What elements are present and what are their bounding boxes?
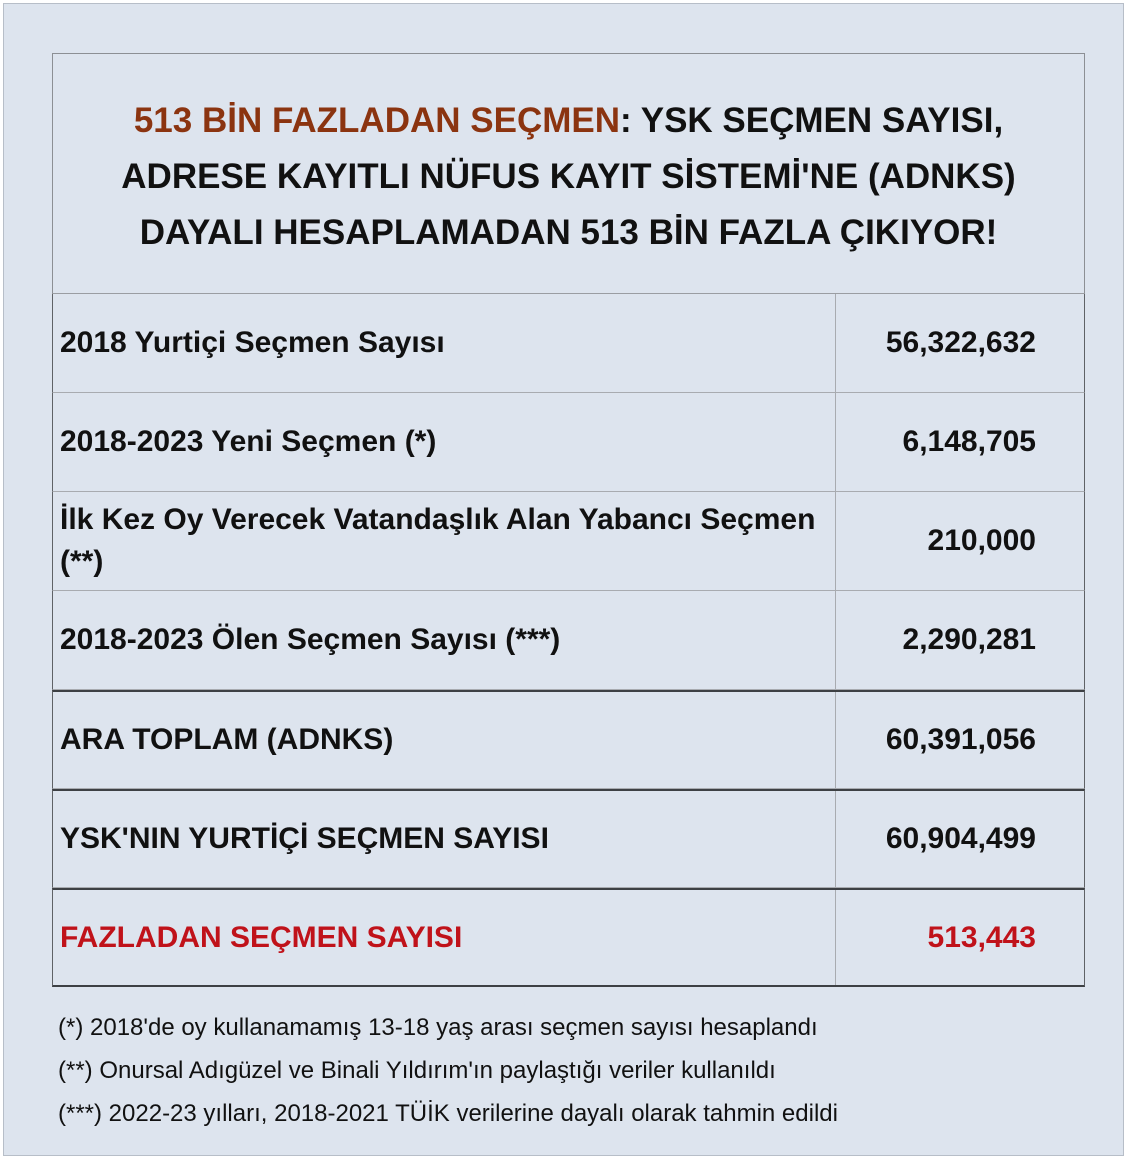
row-value: 6,148,705: [902, 425, 1036, 458]
table-row-excess-voters: [52, 888, 1085, 987]
row-value: 210,000: [927, 524, 1036, 557]
title-rest: : YSK SEÇMEN SAYISI, ADRESE KAYITLI NÜFUS KAYIT SİSTEMİ'NE (ADNKS) DAYALI HESAPLAMADAN 513 BİN FAZLA ÇIKIYOR!: [121, 100, 1016, 252]
footnotes: [58, 1006, 838, 1135]
table-row-deceased-voters: [52, 591, 1085, 690]
row-label: ARA TOPLAM (ADNKS): [53, 692, 836, 788]
table-row-naturalized-voters: [52, 492, 1085, 591]
row-value: 513,443: [927, 920, 1036, 954]
row-value: 60,904,499: [885, 822, 1036, 855]
table-title-cell: [52, 53, 1085, 294]
row-label: YSK'NIN YURTİÇİ SEÇMEN SAYISI: [53, 791, 836, 887]
row-value: 60,391,056: [885, 723, 1036, 756]
row-label: 2018-2023 Yeni Seçmen (*): [53, 393, 836, 491]
row-label: 2018 Yurtiçi Seçmen Sayısı: [53, 294, 836, 392]
row-value: 56,322,632: [885, 326, 1036, 359]
table-title: [73, 93, 1064, 261]
footnote: (*) 2018'de oy kullanamamış 13-18 yaş arası seçmen sayısı hesaplandı: [58, 1014, 818, 1041]
voter-count-table: [52, 53, 1085, 987]
row-label: İlk Kez Oy Verecek Vatandaşlık Alan Yabancı Seçmen (**): [53, 492, 836, 590]
table-row-ysk-count: [52, 789, 1085, 888]
table-row-subtotal: [52, 690, 1085, 789]
footnote: (**) Onursal Adıgüzel ve Binali Yıldırım'ın paylaştığı veriler kullanıldı: [58, 1057, 776, 1084]
table-panel: [3, 3, 1124, 1156]
row-label: FAZLADAN SEÇMEN SAYISI: [53, 890, 836, 985]
footnote: (***) 2022-23 yılları, 2018-2021 TÜİK verilerine dayalı olarak tahmin edildi: [58, 1100, 838, 1127]
row-label: 2018-2023 Ölen Seçmen Sayısı (***): [53, 591, 836, 689]
table-row-new-voters: [52, 393, 1085, 492]
table-row-2018-voters: [52, 294, 1085, 393]
title-highlight: 513 BİN FAZLADAN SEÇMEN: [133, 100, 620, 140]
row-value: 2,290,281: [902, 623, 1036, 656]
